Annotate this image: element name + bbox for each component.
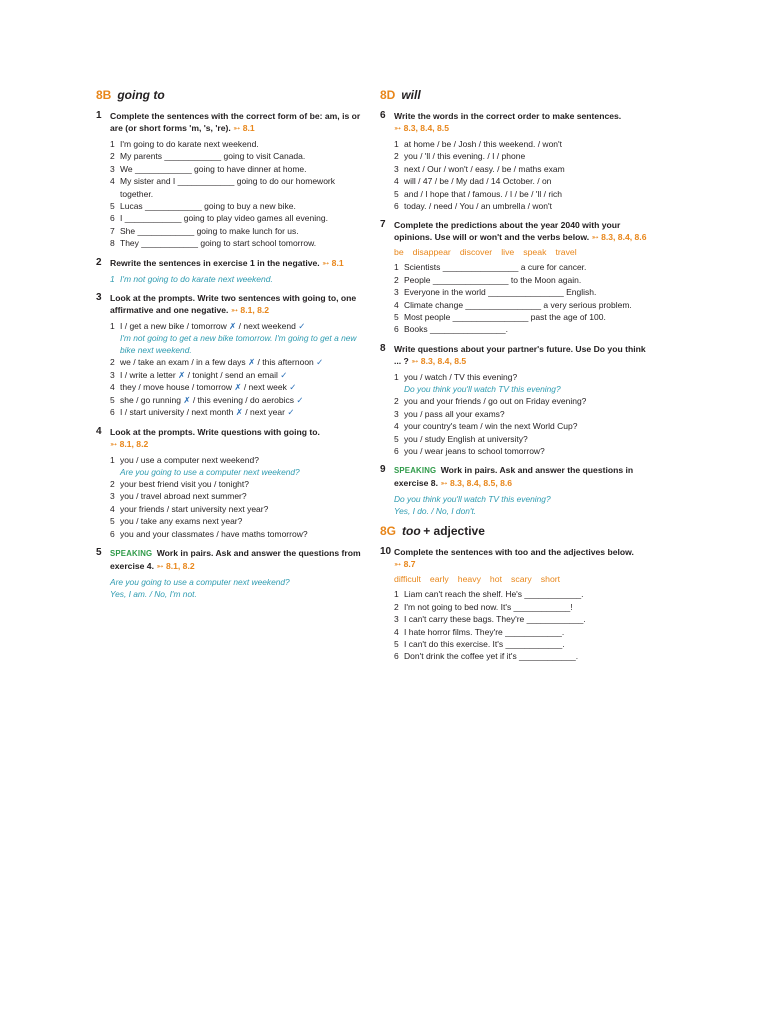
- example-answer: 1 I'm not going to do karate next weekend.: [110, 273, 273, 284]
- exercise-6: [380, 110, 655, 212]
- word: discover: [459, 247, 493, 258]
- list-item: 3 you / pass all your exams?: [394, 408, 505, 419]
- list-item: 1 Liam can't reach the shelf. He's ____________.: [394, 589, 584, 600]
- item-text: I hate horror films. They're ____________.: [404, 626, 565, 637]
- list-item: 4 your friends / start university next year?: [110, 503, 269, 514]
- right-column: [380, 88, 655, 670]
- list-item: 5 Lucas ____________ going to buy a new bike.: [110, 201, 296, 212]
- check-icon: ✓: [280, 369, 288, 380]
- exercise-9: [380, 464, 655, 517]
- exercise-number: 1: [96, 110, 102, 121]
- cross-icon: ✗: [234, 382, 242, 393]
- item-list: [110, 320, 366, 418]
- instruction-text: Look at the prompts. Write questions with going to.: [110, 426, 320, 437]
- item-list: [394, 588, 655, 662]
- item-text: you and your friends / go out on Friday evening?: [404, 396, 587, 407]
- item-text: you / use a computer next weekend?: [120, 454, 259, 465]
- list-item: 8 They ____________ going to start school tomorrow.: [110, 238, 317, 249]
- item-text: Lucas ____________ going to buy a new bike.: [120, 201, 296, 212]
- list-item: 6 you / wear jeans to school tomorrow?: [394, 445, 545, 456]
- exercise-number: 6: [380, 110, 386, 121]
- list-item: 5 she / go running ✗ / this evening / do aerobics ✓: [110, 394, 304, 405]
- item-text: you / pass all your exams?: [404, 408, 505, 419]
- exercise-instruction: [110, 547, 366, 572]
- list-item: 3 Everyone in the world ________________ English.: [394, 287, 597, 298]
- item-text: you / 'll / this evening. / I / phone: [404, 151, 526, 162]
- list-item: 2 People ________________ to the Moon again.: [394, 274, 582, 285]
- list-item: 2 I'm not going to bed now. It's ____________!: [394, 601, 573, 612]
- list-item: 1 you / watch / TV this evening? Do you think you'll watch TV this evening?: [394, 371, 655, 395]
- grammar-reference: ➳ 8.3, 8.4, 8.5: [411, 355, 467, 366]
- item-text: I can't carry these bags. They're ____________.: [404, 614, 586, 625]
- list-item: 6 today. / need / You / an umbrella / won't: [394, 201, 552, 212]
- speaking-label: SPEAKING: [110, 548, 153, 558]
- example-reply: Yes, I am. / No, I'm not.: [110, 588, 197, 599]
- grammar-reference: ➳ 8.1, 8.2: [230, 305, 270, 316]
- example-answer: Do you think you'll watch TV this evening?: [404, 384, 561, 395]
- instruction-text: Write questions about your partner's future. Use Do you think ... ?: [394, 343, 646, 366]
- list-item: 1 I / get a new bike / tomorrow ✗ / next weekend ✓ I'm not going to get a new bike tomorrow. I'm going to get a new bike next weekend.: [110, 320, 366, 356]
- example-answer: I'm not going to get a new bike tomorrow. I'm going to get a new bike next weekend.: [120, 333, 357, 356]
- list-item: 2 you / 'll / this evening. / I / phone: [394, 151, 526, 162]
- list-item: 4 I hate horror films. They're ____________.: [394, 626, 565, 637]
- item-text: and / I hope that / famous. / I / be / 'll / rich: [404, 188, 563, 199]
- item-text: / next week: [241, 382, 287, 393]
- exercise-2: [96, 257, 366, 285]
- example-answer: Are you going to use a computer next weekend?: [120, 466, 300, 477]
- list-item: 3 We ____________ going to have dinner at home.: [110, 163, 307, 174]
- example-reply: Yes, I do. / No, I don't.: [394, 506, 477, 517]
- item-text: I / write a letter: [120, 369, 176, 380]
- list-item: 2 your best friend visit you / tonight?: [110, 478, 249, 489]
- item-text: I can't do this exercise. It's ____________.: [404, 638, 565, 649]
- exercise-7: [380, 219, 655, 335]
- section-title-rest: + adjective: [423, 524, 485, 539]
- exercise-number: 2: [96, 256, 102, 268]
- example-dialogue: [110, 576, 366, 600]
- item-list: [394, 138, 655, 212]
- exercise-instruction: [110, 426, 366, 450]
- list-item: 1 you / use a computer next weekend? Are you going to use a computer next weekend?: [110, 454, 366, 478]
- word: hot: [489, 574, 502, 585]
- item-text: I'm not going to bed now. It's ____________!: [404, 601, 573, 612]
- item-text: My sister and I ____________ going to do our homework together.: [120, 176, 335, 199]
- item-text: / this evening / do aerobics: [190, 394, 294, 405]
- item-list: [110, 138, 366, 250]
- word-box: [394, 574, 655, 584]
- grammar-reference: ➳ 8.1: [322, 257, 344, 268]
- item-text: you / study English at university?: [404, 433, 528, 444]
- cross-icon: ✗: [235, 407, 243, 418]
- item-text: she / go running: [120, 394, 181, 405]
- item-text: today. / need / You / an umbrella / won't: [404, 201, 552, 212]
- item-text: / next weekend: [236, 321, 296, 332]
- section-code: 8D: [380, 88, 396, 102]
- list-item: 3 you / travel abroad next summer?: [110, 491, 247, 502]
- list-item: 1 at home / be / Josh / this weekend. / won't: [394, 139, 563, 149]
- item-text: they / move house / tomorrow: [120, 382, 232, 393]
- item-text: Most people ________________ past the age of 100.: [404, 312, 606, 323]
- list-item: 6 I / start university / next month ✗ / next year ✓: [110, 407, 295, 418]
- cross-icon: ✗: [229, 321, 237, 332]
- item-text: I'm going to do karate next weekend.: [120, 139, 259, 149]
- speaking-label: SPEAKING: [394, 466, 437, 476]
- exercise-instruction: [394, 110, 655, 134]
- example-dialogue: [394, 493, 655, 517]
- grammar-reference: ➳ 8.1, 8.2: [110, 438, 149, 449]
- check-icon: ✓: [316, 357, 324, 368]
- grammar-reference: ➳ 8.3, 8.4, 8.6: [591, 232, 647, 243]
- check-icon: ✓: [298, 321, 306, 332]
- word: scary: [511, 574, 532, 585]
- word: be: [394, 247, 404, 258]
- exercise-number: 7: [380, 219, 386, 231]
- cross-icon: ✗: [178, 369, 186, 380]
- exercise-number: 3: [96, 292, 102, 304]
- item-text: you / wear jeans to school tomorrow?: [404, 445, 545, 456]
- item-text: Books ________________.: [404, 324, 508, 335]
- item-text: I / get a new bike / tomorrow: [120, 321, 227, 332]
- item-text: My parents ____________ going to visit Canada.: [120, 151, 306, 162]
- exercise-number: 5: [96, 546, 102, 558]
- list-item: 3 I can't carry these bags. They're ____________.: [394, 614, 586, 625]
- item-text: you / watch / TV this evening?: [404, 371, 518, 382]
- exercise-instruction: [110, 257, 366, 269]
- exercise-instruction: [394, 546, 655, 570]
- check-icon: ✓: [287, 407, 295, 418]
- list-item: 4 your country's team / win the next World Cup?: [394, 421, 578, 432]
- list-item: 4 My sister and I ____________ going to do our homework together.: [110, 176, 335, 199]
- item-text: I ____________ going to play video games all evening.: [120, 213, 328, 224]
- list-item: 4 they / move house / tomorrow ✗ / next week ✓: [110, 382, 297, 393]
- exercise-number: 4: [96, 425, 102, 437]
- grammar-reference: ➳ 8.3, 8.4, 8.5: [394, 123, 449, 133]
- item-text: People ________________ to the Moon again.: [404, 274, 582, 285]
- item-text: She ____________ going to make lunch for us.: [120, 225, 299, 236]
- item-text: Don't drink the coffee yet if it's ____________.: [404, 651, 579, 662]
- item-text: We ____________ going to have dinner at home.: [120, 163, 307, 174]
- section-8d-header: [380, 88, 655, 102]
- exercise-number: 9: [380, 464, 386, 476]
- exercise-5: [96, 547, 366, 600]
- exercise-number: 10: [380, 546, 392, 558]
- exercise-instruction: [394, 464, 655, 489]
- list-item: 1 Scientists ________________ a cure for cancer.: [394, 262, 587, 273]
- word-box: [394, 247, 655, 257]
- section-title: will: [401, 88, 421, 102]
- grammar-reference: ➳ 8.7: [394, 559, 416, 570]
- word: travel: [555, 247, 577, 258]
- exercise-number: 8: [380, 342, 386, 354]
- word: difficult: [394, 574, 421, 585]
- exercise-10: [380, 546, 655, 662]
- list-item: 5 you / take any exams next year?: [110, 516, 243, 527]
- item-text: will / 47 / be / My dad / 14 October. / on: [404, 176, 552, 187]
- list-item: 6 I ____________ going to play video games all evening.: [110, 213, 328, 224]
- item-text: we / take an exam / in a few days: [120, 357, 246, 368]
- list-item: 5 I can't do this exercise. It's ____________.: [394, 638, 565, 649]
- item-text: / next year: [242, 407, 285, 418]
- exercise-instruction: [394, 343, 655, 367]
- list-item: 1 I'm going to do karate next weekend.: [110, 139, 259, 149]
- list-item: 7 She ____________ going to make lunch for us.: [110, 225, 299, 236]
- exercise-3: [96, 292, 366, 418]
- left-column: [96, 88, 366, 607]
- instruction-text: Complete the sentences with the correct form of be: am, is or are (or short forms 'm, 's, 're).: [110, 111, 361, 133]
- check-icon: ✓: [289, 382, 297, 393]
- example-question: Do you think you'll watch TV this evening?: [394, 494, 551, 505]
- item-text: at home / be / Josh / this weekend. / won't: [404, 139, 563, 149]
- section-title: [402, 524, 485, 538]
- item-text: you / take any exams next year?: [120, 516, 243, 527]
- item-text: Scientists ________________ a cure for cancer.: [404, 262, 587, 273]
- item-text: They ____________ going to start school tomorrow.: [120, 238, 317, 249]
- instruction-text: Complete the sentences with too and the adjectives below.: [394, 547, 634, 558]
- item-list: [110, 454, 366, 540]
- item-list: [110, 273, 366, 285]
- exercise-instruction: [394, 219, 655, 243]
- instruction-text: Work in pairs. Ask and answer the questions from exercise 4.: [110, 547, 361, 571]
- item-text: I'm not going to do karate next weekend.: [120, 273, 273, 284]
- item-text: your country's team / win the next World Cup?: [404, 421, 578, 432]
- exercise-8: [380, 343, 655, 457]
- list-item: 6 Books ________________.: [394, 324, 508, 335]
- section-code: 8G: [380, 524, 397, 539]
- list-item: 2 we / take an exam / in a few days ✗ / this afternoon ✓: [110, 357, 324, 368]
- section-code: 8B: [96, 88, 112, 102]
- item-text: Everyone in the world ________________ English.: [404, 287, 597, 298]
- list-item: 3 next / Our / won't / easy. / be / maths exam: [394, 163, 565, 174]
- list-item: 3 I / write a letter ✗ / tonight / send an email ✓: [110, 369, 288, 380]
- word: speak: [523, 247, 547, 258]
- section-title-italic: too: [402, 524, 421, 539]
- item-text: / this afternoon: [255, 357, 314, 368]
- item-text: next / Our / won't / easy. / be / maths exam: [404, 163, 565, 174]
- exercise-1: [96, 110, 366, 250]
- section-title: going to: [117, 88, 165, 102]
- item-text: your best friend visit you / tonight?: [120, 478, 249, 489]
- exercise-instruction: [110, 292, 366, 316]
- item-text: / tonight / send an email: [185, 369, 278, 380]
- list-item: 6 Don't drink the coffee yet if it's ____________.: [394, 651, 579, 662]
- item-list: [394, 261, 655, 335]
- item-text: you and your classmates / have maths tomorrow?: [120, 528, 308, 539]
- example-question: Are you going to use a computer next weekend?: [110, 576, 290, 587]
- list-item: 4 Climate change ________________ a very serious problem.: [394, 299, 632, 310]
- instruction-text: Complete the predictions about the year 2040 with your opinions. Use will or won't and the verbs below.: [394, 220, 621, 243]
- word: early: [429, 574, 449, 585]
- item-text: your friends / start university next year?: [120, 503, 269, 514]
- word: disappear: [412, 247, 451, 258]
- section-8b-header: [96, 88, 366, 102]
- item-list: [394, 371, 655, 457]
- item-text: Liam can't reach the shelf. He's ____________.: [404, 589, 584, 600]
- word: short: [540, 574, 561, 585]
- grammar-reference: ➳ 8.1, 8.2: [156, 560, 195, 571]
- list-item: 2 My parents ____________ going to visit Canada.: [110, 151, 306, 162]
- item-text: I / start university / next month: [120, 407, 234, 418]
- cross-icon: ✗: [183, 394, 191, 405]
- list-item: 5 Most people ________________ past the age of 100.: [394, 312, 606, 323]
- check-icon: ✓: [296, 394, 304, 405]
- grammar-reference: ➳ 8.1: [233, 123, 255, 133]
- section-8g-header: [380, 524, 655, 538]
- item-text: you / travel abroad next summer?: [120, 491, 247, 502]
- word: heavy: [457, 574, 481, 585]
- list-item: 5 and / I hope that / famous. / I / be / 'll / rich: [394, 188, 563, 199]
- exercise-4: [96, 426, 366, 540]
- grammar-reference: ➳ 8.3, 8.4, 8.5, 8.6: [440, 478, 513, 489]
- cross-icon: ✗: [248, 357, 256, 368]
- list-item: 4 will / 47 / be / My dad / 14 October. / on: [394, 176, 552, 187]
- item-text: Climate change ________________ a very serious problem.: [404, 299, 632, 310]
- instruction-text: Work in pairs. Ask and answer the questions in exercise 8.: [394, 465, 634, 489]
- list-item: 5 you / study English at university?: [394, 433, 528, 444]
- word: live: [501, 247, 515, 258]
- instruction-text: Rewrite the sentences in exercise 1 in the negative.: [110, 257, 320, 268]
- instruction-text: Look at the prompts. Write two sentences with going to, one affirmative and one negative.: [110, 293, 357, 316]
- list-item: 6 you and your classmates / have maths tomorrow?: [110, 528, 308, 539]
- exercise-instruction: [110, 110, 366, 134]
- instruction-text: Write the words in the correct order to make sentences.: [394, 111, 622, 121]
- list-item: 2 you and your friends / go out on Friday evening?: [394, 396, 587, 407]
